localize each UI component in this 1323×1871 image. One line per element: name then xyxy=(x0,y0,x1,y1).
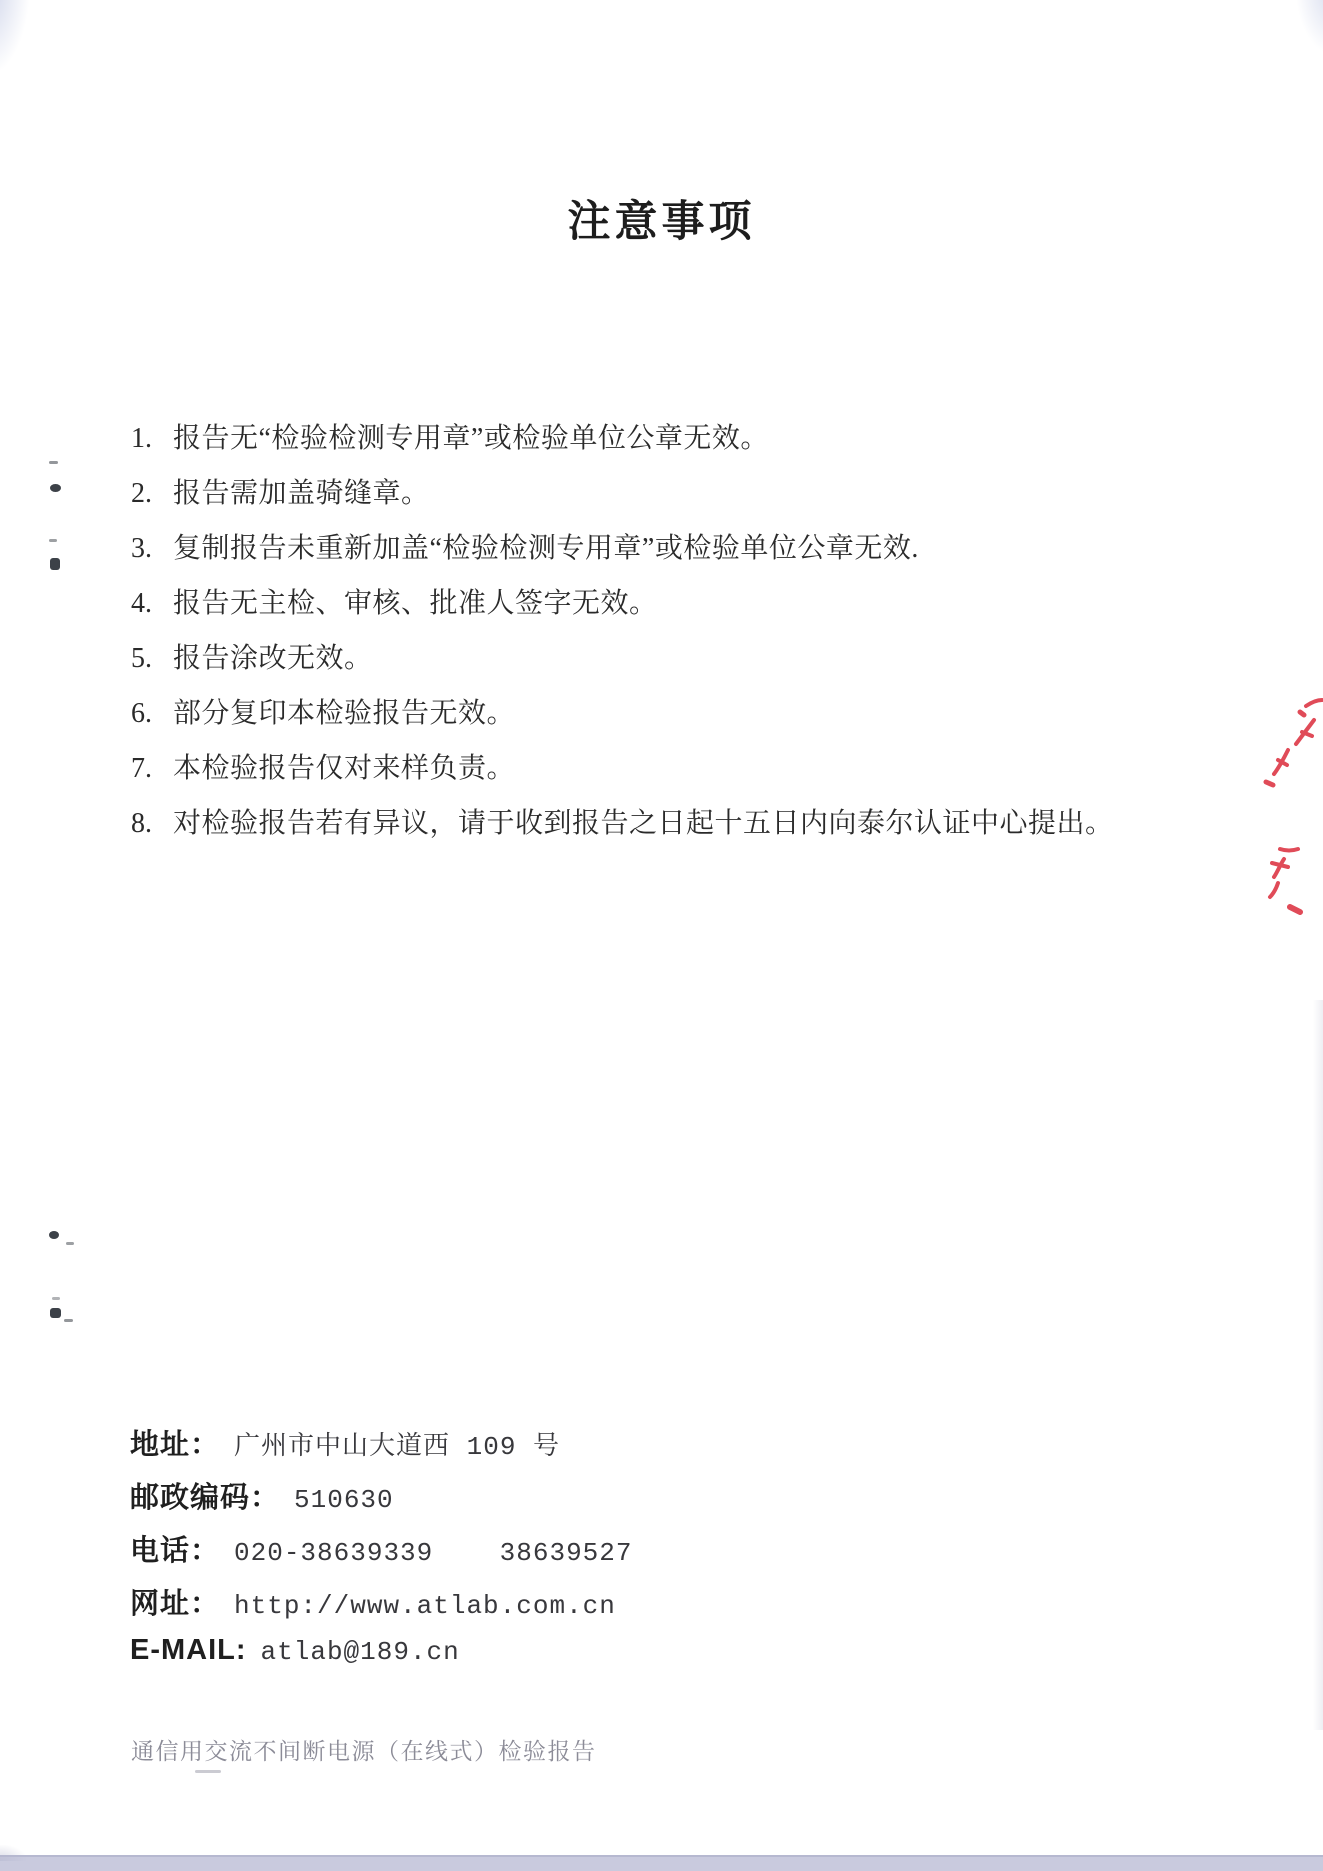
list-item-text: 报告无“检验检测专用章”或检验单位公章无效。 xyxy=(173,423,769,454)
contact-email-row xyxy=(130,1634,632,1687)
contact-postcode-row xyxy=(130,1475,632,1528)
contact-website-row xyxy=(130,1581,632,1634)
red-seal-fragment-icon xyxy=(1250,843,1304,915)
scan-speck xyxy=(50,1308,61,1318)
contact-info-block xyxy=(130,1422,632,1687)
address-label: 地址： xyxy=(130,1429,221,1461)
scan-page-corner-shadow xyxy=(0,1845,26,1861)
scan-speck xyxy=(66,1242,74,1245)
list-item-text: 部分复印本检验报告无效。 xyxy=(173,698,516,729)
list-item-text: 报告无主检、审核、批准人签字无效。 xyxy=(173,588,658,619)
scan-smudge-top-left xyxy=(0,0,32,80)
list-item xyxy=(131,424,1191,454)
email-value: atlab@189.cn xyxy=(260,1637,460,1667)
list-item-number: 3. xyxy=(131,533,152,564)
list-item xyxy=(131,644,1191,674)
list-item xyxy=(131,754,1191,784)
list-item xyxy=(131,479,1191,509)
list-item-number: 2. xyxy=(131,478,152,509)
scan-speck xyxy=(49,1231,59,1239)
scan-speck xyxy=(50,558,60,570)
list-item-number: 4. xyxy=(131,588,152,619)
list-item xyxy=(131,589,1191,619)
list-item-number: 7. xyxy=(131,753,152,784)
list-item-text: 报告涂改无效。 xyxy=(173,643,373,674)
contact-phone-row xyxy=(130,1528,632,1581)
list-item-number: 8. xyxy=(131,808,152,839)
scan-speck xyxy=(195,1770,221,1773)
notice-list xyxy=(131,424,1191,864)
phone-value: 020-38639339 38639527 xyxy=(234,1538,633,1568)
list-item xyxy=(131,809,1191,839)
scan-speck xyxy=(49,539,57,542)
list-item-text: 对检验报告若有异议，请于收到报告之日起十五日内向泰尔认证中心提出。 xyxy=(173,808,1114,839)
address-value: 广州市中山大道西 109 号 xyxy=(234,1432,561,1462)
postcode-label: 邮政编码： xyxy=(130,1482,281,1514)
scan-speck xyxy=(52,1297,60,1300)
page-title: 注意事项 xyxy=(567,199,756,246)
list-item-text: 报告需加盖骑缝章。 xyxy=(173,478,430,509)
website-value: http://www.atlab.com.cn xyxy=(234,1591,616,1621)
scan-background-band xyxy=(0,1855,1323,1871)
scan-speck xyxy=(49,461,58,464)
contact-address-row xyxy=(130,1422,632,1475)
scan-speck xyxy=(50,484,61,492)
phone-label: 电话： xyxy=(130,1535,221,1567)
list-item-text: 复制报告未重新加盖“检验检测专用章”或检验单位公章无效. xyxy=(173,533,919,564)
scan-shadow-right-edge xyxy=(1313,1000,1323,1730)
list-item-text: 本检验报告仅对来样负责。 xyxy=(173,753,516,784)
list-item-number: 5. xyxy=(131,643,152,674)
scan-smudge-top-right xyxy=(1295,0,1323,56)
red-seal-fragment-icon xyxy=(1262,698,1323,790)
list-item-number: 6. xyxy=(131,698,152,729)
footer-report-name: 通信用交流不间断电源（在线式）检验报告 xyxy=(131,1739,597,1764)
postcode-value: 510630 xyxy=(294,1485,394,1515)
list-item xyxy=(131,534,1191,564)
list-item xyxy=(131,699,1191,729)
scan-speck xyxy=(64,1319,73,1322)
website-label: 网址： xyxy=(130,1588,221,1620)
list-item-number: 1. xyxy=(131,423,152,454)
email-label: E-MAIL: xyxy=(130,1634,247,1666)
